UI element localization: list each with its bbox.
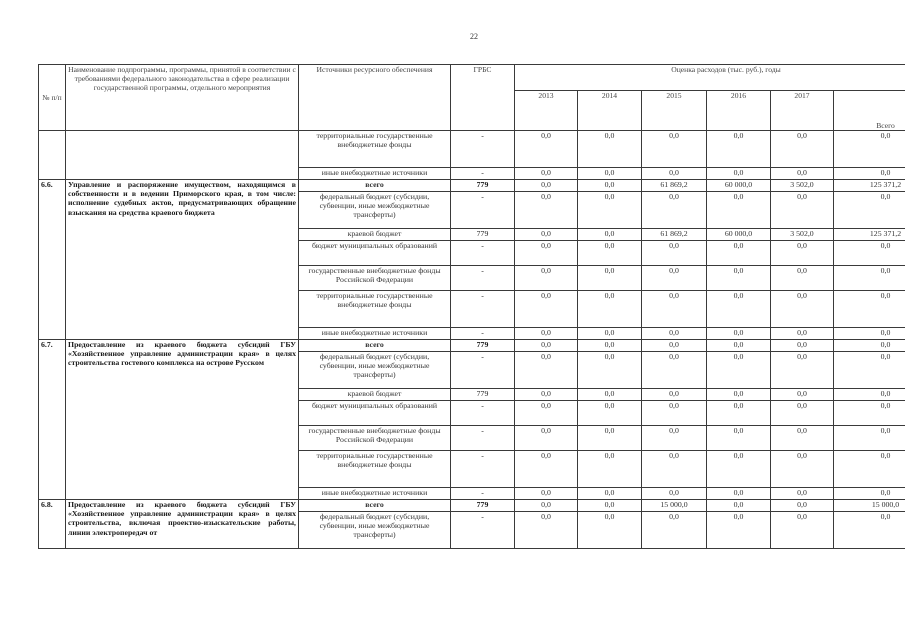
value-cell: 0,0 (515, 168, 578, 180)
value-cell: 0,0 (834, 488, 905, 500)
value-cell: 61 869,2 (642, 180, 707, 192)
value-cell: 0,0 (515, 340, 578, 352)
value-cell: 0,0 (834, 131, 905, 168)
value-cell: 0,0 (707, 451, 771, 488)
value-cell: 0,0 (515, 241, 578, 266)
value-cell: 0,0 (771, 340, 834, 352)
value-cell: 0,0 (578, 328, 642, 340)
value-cell: 0,0 (642, 192, 707, 229)
value-cell: 0,0 (515, 512, 578, 549)
total-row (39, 340, 905, 352)
value-cell: 0,0 (515, 500, 578, 512)
value-cell: 0,0 (515, 266, 578, 291)
value-cell: 60 000,0 (707, 229, 771, 241)
header-row (39, 65, 905, 91)
header-grbs: ГРБС (451, 65, 515, 131)
value-cell: 0,0 (771, 168, 834, 180)
value-cell: 61 869,2 (642, 229, 707, 241)
name-cell (66, 131, 299, 180)
value-cell: 0,0 (834, 426, 905, 451)
value-cell: 0,0 (578, 401, 642, 426)
section-number: 6.7. (39, 340, 66, 500)
value-cell: 0,0 (771, 488, 834, 500)
no-cell (39, 131, 66, 180)
value-cell: 0,0 (834, 352, 905, 389)
header-name: Наименование подпрограммы, программы, принятой в соответствии с требованиями федерального законодательства в сфере реализации государственной программы, отдельного мероприятия (66, 65, 299, 131)
value-cell: 0,0 (515, 291, 578, 328)
value-cell: 0,0 (578, 389, 642, 401)
grbs-cell: - (451, 401, 515, 426)
source-cell: федеральный бюджет (субсидии, субвенции, иные межбюджетные трансферты) (299, 352, 451, 389)
grbs-cell: - (451, 168, 515, 180)
source-cell: территориальные государственные внебюджетные фонды (299, 451, 451, 488)
value-cell: 0,0 (771, 426, 834, 451)
value-cell: 0,0 (578, 229, 642, 241)
source-cell: территориальные государственные внебюджетные фонды (299, 131, 451, 168)
value-cell: 0,0 (642, 488, 707, 500)
grbs-cell: - (451, 352, 515, 389)
value-cell: 0,0 (834, 291, 905, 328)
header-year: 2014 (578, 91, 642, 131)
value-cell: 0,0 (515, 352, 578, 389)
value-cell: 0,0 (578, 241, 642, 266)
value-cell: 0,0 (834, 241, 905, 266)
section-number: 6.8. (39, 500, 66, 549)
source-cell: федеральный бюджет (субсидии, субвенции, иные межбюджетные трансферты) (299, 192, 451, 229)
grbs-cell: - (451, 241, 515, 266)
total-row (39, 500, 905, 512)
value-cell: 0,0 (834, 512, 905, 549)
value-cell: 0,0 (642, 291, 707, 328)
value-cell: 0,0 (515, 401, 578, 426)
grbs-cell: - (451, 426, 515, 451)
value-cell: 0,0 (578, 451, 642, 488)
source-cell: всего (299, 180, 451, 192)
value-cell: 0,0 (834, 401, 905, 426)
grbs-cell: 779 (451, 229, 515, 241)
value-cell: 0,0 (707, 340, 771, 352)
grbs-cell: - (451, 131, 515, 168)
source-cell: краевой бюджет (299, 389, 451, 401)
value-cell: 0,0 (771, 266, 834, 291)
value-cell: 0,0 (707, 291, 771, 328)
value-cell: 0,0 (578, 168, 642, 180)
value-cell: 0,0 (707, 488, 771, 500)
value-cell: 0,0 (515, 488, 578, 500)
value-cell: 125 371,2 (834, 180, 905, 192)
value-cell: 0,0 (771, 241, 834, 266)
value-cell: 0,0 (578, 512, 642, 549)
value-cell: 0,0 (515, 192, 578, 229)
header-year: 2013 (515, 91, 578, 131)
value-cell: 0,0 (642, 389, 707, 401)
value-cell: 0,0 (707, 192, 771, 229)
value-cell: 0,0 (642, 168, 707, 180)
value-cell: 0,0 (834, 340, 905, 352)
value-cell: 0,0 (771, 328, 834, 340)
section-name: Предоставление из краевого бюджета субсидий ГБУ «Хозяйственное управление администрации края» в целях строительства, включая проектно-изыскательские работы, линии электропередач от (66, 500, 299, 549)
value-cell: 0,0 (578, 500, 642, 512)
value-cell: 0,0 (578, 180, 642, 192)
value-cell: 0,0 (642, 340, 707, 352)
value-cell: 0,0 (771, 512, 834, 549)
header-total: Всего (834, 91, 905, 131)
source-row (39, 131, 905, 168)
value-cell: 0,0 (834, 168, 905, 180)
header-source: Источники ресурсного обеспечения (299, 65, 451, 131)
value-cell: 0,0 (642, 426, 707, 451)
value-cell: 0,0 (707, 131, 771, 168)
value-cell: 15 000,0 (642, 500, 707, 512)
header-year: 2015 (642, 91, 707, 131)
value-cell: 0,0 (578, 291, 642, 328)
value-cell: 0,0 (707, 389, 771, 401)
value-cell: 0,0 (642, 451, 707, 488)
value-cell: 0,0 (834, 192, 905, 229)
value-cell: 0,0 (578, 352, 642, 389)
source-cell: иные внебюджетные источники (299, 328, 451, 340)
expenditure-table (38, 64, 905, 549)
value-cell: 0,0 (578, 131, 642, 168)
grbs-cell: - (451, 328, 515, 340)
header-year: 2016 (707, 91, 771, 131)
value-cell: 0,0 (707, 512, 771, 549)
header-estimate: Оценка расходов (тыс. руб.), годы (515, 65, 905, 91)
value-cell: 0,0 (642, 328, 707, 340)
source-cell: государственные внебюджетные фонды Российской Федерации (299, 266, 451, 291)
value-cell: 0,0 (515, 451, 578, 488)
source-cell: государственные внебюджетные фонды Российской Федерации (299, 426, 451, 451)
value-cell: 0,0 (642, 512, 707, 549)
grbs-cell: - (451, 451, 515, 488)
value-cell: 0,0 (578, 266, 642, 291)
value-cell: 0,0 (707, 168, 771, 180)
source-cell: иные внебюджетные источники (299, 488, 451, 500)
value-cell: 0,0 (707, 266, 771, 291)
section-name: Предоставление из краевого бюджета субсидий ГБУ «Хозяйственное управление администрации края» в целях строительства гостевого комплекса на острове Русском (66, 340, 299, 500)
value-cell: 0,0 (707, 328, 771, 340)
value-cell: 0,0 (515, 229, 578, 241)
value-cell: 0,0 (578, 340, 642, 352)
value-cell: 0,0 (578, 192, 642, 229)
value-cell: 0,0 (834, 266, 905, 291)
value-cell: 0,0 (642, 401, 707, 426)
source-cell: иные внебюджетные источники (299, 168, 451, 180)
value-cell: 0,0 (834, 328, 905, 340)
value-cell: 15 000,0 (834, 500, 905, 512)
value-cell: 0,0 (642, 266, 707, 291)
value-cell: 0,0 (515, 389, 578, 401)
value-cell: 0,0 (578, 426, 642, 451)
section-name: Управление и распоряжение имуществом, находящимся в собственности и в ведении Приморского края, в том числе: исполнение судебных актов, предусматривающих обращение взыскания на средства краевого бюджета (66, 180, 299, 340)
grbs-cell: 779 (451, 340, 515, 352)
source-cell: краевой бюджет (299, 229, 451, 241)
value-cell: 0,0 (707, 500, 771, 512)
value-cell: 0,0 (771, 291, 834, 328)
grbs-cell: 779 (451, 180, 515, 192)
value-cell: 0,0 (707, 401, 771, 426)
value-cell: 0,0 (515, 426, 578, 451)
grbs-cell: 779 (451, 500, 515, 512)
section-number: 6.6. (39, 180, 66, 340)
source-cell: бюджет муниципальных образований (299, 401, 451, 426)
value-cell: 0,0 (771, 389, 834, 401)
source-cell: территориальные государственные внебюджетные фонды (299, 291, 451, 328)
value-cell: 0,0 (642, 131, 707, 168)
source-cell: всего (299, 500, 451, 512)
value-cell: 3 502,0 (771, 180, 834, 192)
page-number: 22 (470, 32, 478, 41)
grbs-cell: - (451, 291, 515, 328)
value-cell: 0,0 (771, 192, 834, 229)
source-cell: бюджет муниципальных образований (299, 241, 451, 266)
source-cell: федеральный бюджет (субсидии, субвенции, иные межбюджетные трансферты) (299, 512, 451, 549)
value-cell: 0,0 (771, 131, 834, 168)
value-cell: 0,0 (771, 500, 834, 512)
grbs-cell: - (451, 266, 515, 291)
total-row (39, 180, 905, 192)
value-cell: 0,0 (515, 131, 578, 168)
value-cell: 0,0 (771, 352, 834, 389)
grbs-cell: 779 (451, 389, 515, 401)
grbs-cell: - (451, 488, 515, 500)
value-cell: 0,0 (707, 241, 771, 266)
grbs-cell: - (451, 192, 515, 229)
header-no: № п/п (39, 65, 66, 131)
value-cell: 0,0 (642, 241, 707, 266)
value-cell: 0,0 (707, 352, 771, 389)
grbs-cell: - (451, 512, 515, 549)
value-cell: 60 000,0 (707, 180, 771, 192)
value-cell: 0,0 (771, 401, 834, 426)
value-cell: 0,0 (515, 180, 578, 192)
value-cell: 0,0 (515, 328, 578, 340)
value-cell: 0,0 (834, 451, 905, 488)
value-cell: 3 502,0 (771, 229, 834, 241)
value-cell: 0,0 (578, 488, 642, 500)
source-cell: всего (299, 340, 451, 352)
header-year: 2017 (771, 91, 834, 131)
value-cell: 0,0 (771, 451, 834, 488)
value-cell: 0,0 (642, 352, 707, 389)
value-cell: 125 371,2 (834, 229, 905, 241)
value-cell: 0,0 (707, 426, 771, 451)
value-cell: 0,0 (834, 389, 905, 401)
